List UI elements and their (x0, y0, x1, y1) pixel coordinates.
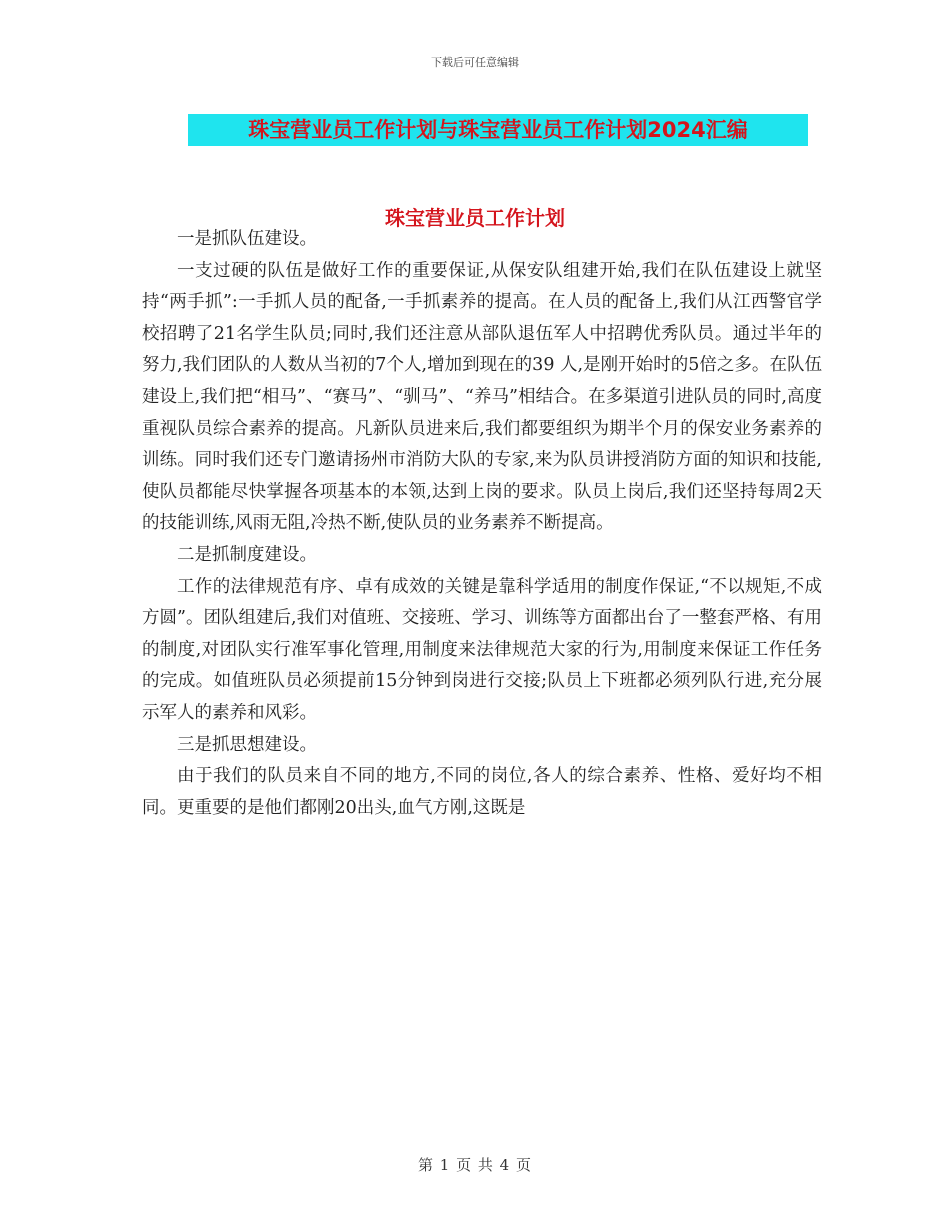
document-main-title: 珠宝营业员工作计划与珠宝营业员工作计划2024汇编 (188, 114, 808, 146)
document-body (142, 224, 822, 824)
paragraph-heading-1: 一是抓队伍建设。 (177, 229, 317, 249)
page-number: 第 1 页 共 4 页 (418, 1156, 532, 1174)
paragraph-body-1: 一支过硬的队伍是做好工作的重要保证,从保安队组建开始,我们在队伍建设上就坚持“两手抓”:一手抓人员的配备,一手抓素养的提高。在人员的配备上,我们从江西警官学校招聘了21名学生队员;同时,我们还注意从部队退伍军人中招聘优秀队员。通过半年的努力,我们团队的人数从当初的7个人,增加到现在的39 人,是刚开始时的5倍之多。在队伍建设上,我们把“相马”、“赛马”、“驯马”、“养马”相结合。在多渠道引进队员的同时,高度重视队员综合素养的提高。凡新队员进来后,我们都要组织为期半个月的保安业务素养的训练。同时我们还专门邀请扬州市消防大队的专家,来为队员讲授消防方面的知识和技能,使队员都能尽快掌握各项基本的本领,达到上岗的要求。队员上岗后,我们还坚持每周2天的技能训练,风雨无阻,冷热不断,使队员的业务素养不断提高。 (142, 260, 822, 534)
paragraph-body-3: 由于我们的队员来自不同的地方,不同的岗位,各人的综合素养、性格、爱好均不相同。更重要的是他们都刚20出头,血气方刚,这既是 (142, 766, 822, 818)
section-title: 珠宝营业员工作计划 (385, 206, 565, 230)
header-note: 下载后可任意编辑 (431, 56, 519, 69)
paragraph-heading-2: 二是抓制度建设。 (177, 544, 317, 565)
paragraph-heading-3: 三是抓思想建设。 (177, 734, 317, 755)
paragraph-body-2: 工作的法律规范有序、卓有成效的关键是靠科学适用的制度作保证,“不以规矩,不成方圆”。团队组建后,我们对值班、交接班、学习、训练等方面都出台了一整套严格、有用的制度,对团队实行准军事化管理,用制度来法律规范大家的行为,用制度来保证工作任务的完成。如值班队员必须提前15分钟到岗进行交接;队员上下班都必须列队行进,充分展示军人的素养和风彩。 (142, 576, 822, 723)
